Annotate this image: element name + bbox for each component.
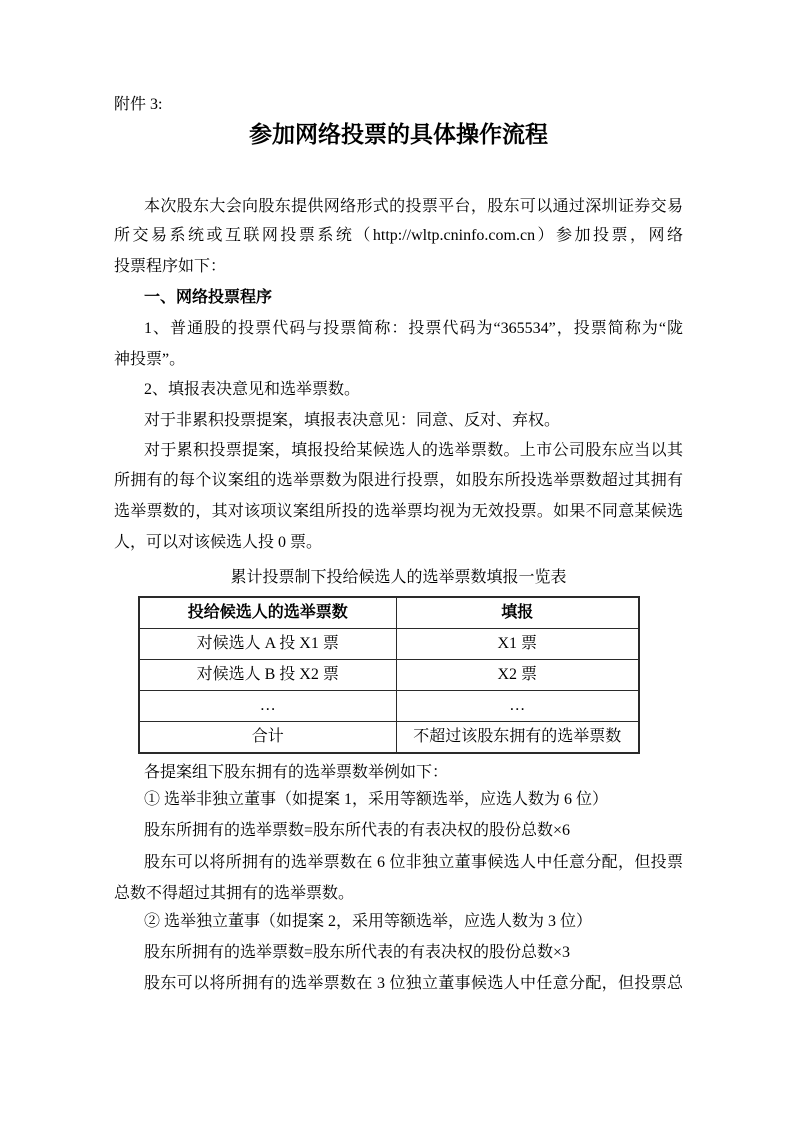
- table-row: [139, 660, 639, 691]
- document-title: 参加网络投票的具体操作流程: [249, 122, 548, 147]
- table-caption: 累计投票制下投给候选人的选举票数填报一览表: [230, 569, 567, 586]
- example2-line: ② 选举独立董事（如提案 2，采用等额选举，应选人数为 3 位）: [144, 913, 593, 930]
- example2-line: 股东可以将所拥有的选举票数在 3 位独立董事候选人中任意分配，但投票总: [144, 975, 683, 992]
- table-header-cell: 填报: [396, 597, 639, 629]
- section-heading: 一、网络投票程序: [144, 289, 273, 306]
- table-header-row: [139, 597, 639, 629]
- intro-line: 所交易系统或互联网投票系统（http://wltp.cninfo.com.cn）参加投票，网络: [114, 227, 683, 244]
- table-cell: 对候选人 B 投 X2 票: [139, 660, 396, 691]
- example1-line: ① 选举非独立董事（如提案 1，采用等额选举，应选人数为 6 位）: [144, 791, 609, 808]
- table-cell: …: [139, 691, 396, 722]
- example1-line: 股东可以将所拥有的选举票数在 6 位非独立董事候选人中任意分配，但投票: [144, 854, 683, 871]
- cumulative-line: 对于累积投票提案，填报投给某候选人的选举票数。上市公司股东应当以其: [144, 442, 683, 459]
- table-row: [139, 629, 639, 660]
- table-cell: 合计: [139, 722, 396, 754]
- intro-line: 投票程序如下：: [114, 258, 227, 275]
- noncumulative-line: 对于非累积投票提案，填报表决意见：同意、反对、弃权。: [144, 412, 561, 429]
- cumulative-line: 所拥有的每个议案组的选举票数为限进行投票，如股东所投选举票数超过其拥有: [114, 472, 683, 489]
- example1-line: 总数不得超过其拥有的选举票数。: [114, 885, 355, 902]
- item1-line: 1、普通股的投票代码与投票简称：投票代码为“365534”，投票简称为“陇: [144, 320, 683, 337]
- table-cell: 对候选人 A 投 X1 票: [139, 629, 396, 660]
- item1-line: 神投票”。: [114, 351, 186, 368]
- table-cell: 不超过该股东拥有的选举票数: [396, 722, 639, 754]
- cumulative-line: 人，可以对该候选人投 0 票。: [114, 534, 323, 551]
- attachment-label: 附件 3:: [114, 96, 163, 113]
- table-cell: …: [396, 691, 639, 722]
- example1-line: 股东所拥有的选举票数=股东所代表的有表决权的股份总数×6: [144, 822, 571, 839]
- table-cell: X1 票: [396, 629, 639, 660]
- table-row: [139, 691, 639, 722]
- example2-line: 股东所拥有的选举票数=股东所代表的有表决权的股份总数×3: [144, 944, 571, 961]
- item2-line: 2、填报表决意见和选举票数。: [144, 381, 361, 398]
- vote-allocation-table: [138, 596, 640, 754]
- table-cell: X2 票: [396, 660, 639, 691]
- intro-line: 本次股东大会向股东提供网络形式的投票平台，股东可以通过深圳证券交易: [144, 198, 683, 215]
- examples-intro-line: 各提案组下股东拥有的选举票数举例如下：: [144, 764, 449, 781]
- table-header-cell: 投给候选人的选举票数: [139, 597, 396, 629]
- cumulative-line: 选举票数的，其对该项议案组所投的选举票均视为无效投票。如果不同意某候选: [114, 503, 683, 520]
- table-row: [139, 722, 639, 754]
